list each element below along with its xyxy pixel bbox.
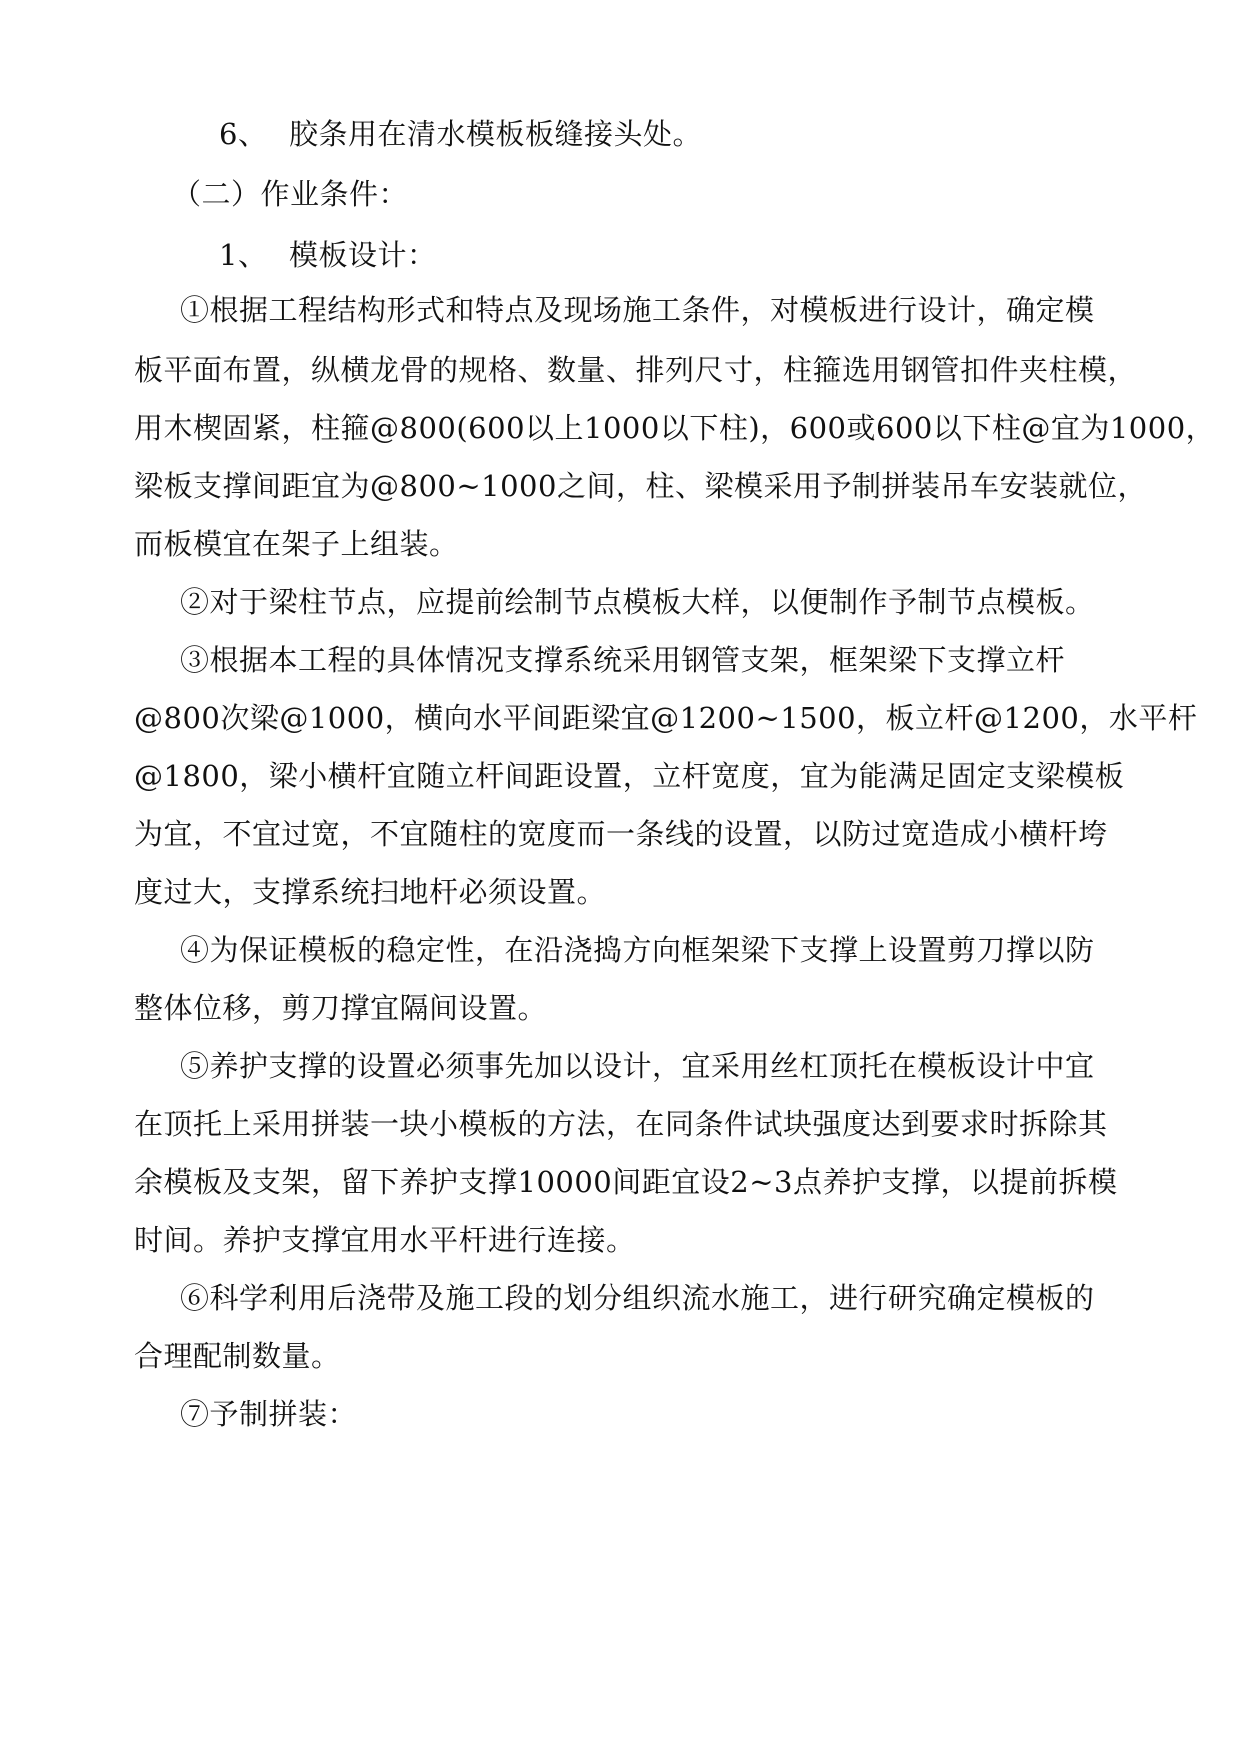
paragraph-line: ①根据工程结构形式和特点及现场施工条件，对模板进行设计，确定模: [180, 293, 1095, 327]
paragraph-line: 在顶托上采用拼装一块小模板的方法，在同条件试块强度达到要求时拆除其: [134, 1107, 1108, 1141]
paragraph-line: 用木楔固紧，柱箍@800(600以上1000以下柱)，600或600以下柱@宜为1000，: [134, 411, 1216, 445]
paragraph-line: 余模板及支架，留下养护支撑10000间距宜设2~3点养护支撑，以提前拆模: [134, 1165, 1118, 1199]
paragraph-line: 度过大，支撑系统扫地杆必须设置。: [134, 875, 607, 909]
paragraph-line: ②对于梁柱节点，应提前绘制节点模板大样，以便制作予制节点模板。: [180, 585, 1095, 619]
paragraph-line: 而板模宜在架子上组装。: [134, 527, 459, 561]
paragraph-line: @1800，梁小横杆宜随立杆间距设置，立杆宽度，宜为能满足固定支梁模板: [134, 759, 1125, 793]
list-number: 6、: [219, 117, 268, 151]
paragraph-line: 时间。养护支撑宜用水平杆进行连接。: [134, 1223, 636, 1257]
list-text: 模板设计：: [289, 238, 437, 272]
paragraph-line: 板平面布置，纵横龙骨的规格、数量、排列尺寸，柱箍选用钢管扣件夹柱模，: [134, 353, 1138, 387]
paragraph-line: ⑦予制拼装：: [180, 1397, 358, 1431]
paragraph-line: 合理配制数量。: [134, 1339, 341, 1373]
list-number: 1、: [219, 238, 268, 272]
section-heading: （二）作业条件：: [172, 177, 409, 211]
list-item-6: [219, 114, 702, 154]
paragraph-line: ③根据本工程的具体情况支撑系统采用钢管支架，框架梁下支撑立杆: [180, 643, 1066, 677]
paragraph-line: 梁板支撑间距宜为@800~1000之间，柱、梁模采用予制拼装吊车安装就位，: [134, 469, 1147, 503]
list-item-1: [219, 235, 437, 275]
paragraph-line: 整体位移，剪刀撑宜隔间设置。: [134, 991, 548, 1025]
paragraph-line: ⑤养护支撑的设置必须事先加以设计，宜采用丝杠顶托在模板设计中宜: [180, 1049, 1095, 1083]
list-text: 胶条用在清水模板板缝接头处。: [289, 117, 703, 151]
paragraph-line: ⑥科学利用后浇带及施工段的划分组织流水施工，进行研究确定模板的: [180, 1281, 1095, 1315]
paragraph-line: ④为保证模板的稳定性，在沿浇捣方向框架梁下支撑上设置剪刀撑以防: [180, 933, 1095, 967]
paragraph-line: @800次梁@1000，横向水平间距梁宜@1200~1500，板立杆@1200，水平杆: [134, 701, 1198, 735]
paragraph-line: 为宜，不宜过宽，不宜随柱的宽度而一条线的设置，以防过宽造成小横杆垮: [134, 817, 1108, 851]
